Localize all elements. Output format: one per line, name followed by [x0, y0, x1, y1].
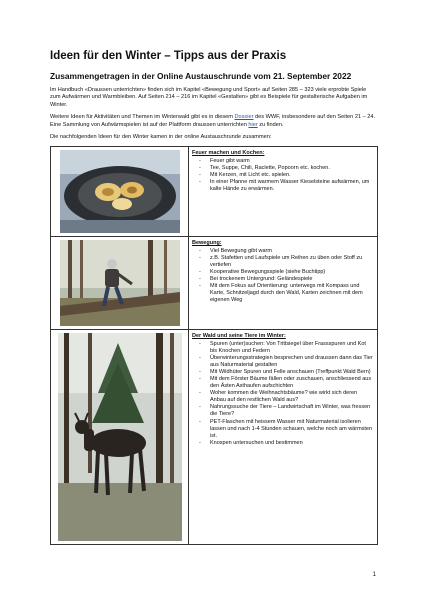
row-title: Der Wald und seine Tiere im Winter:	[192, 333, 286, 340]
resources-paragraph	[50, 114, 378, 129]
image-cell	[51, 237, 189, 330]
list-item: - Kooperative Bewegungsspiele (siehe Buchtipp)	[192, 269, 374, 276]
image-cell	[51, 330, 189, 545]
list-item: - Viel Bewegung gibt warm	[192, 248, 374, 255]
list-item: - z.B. Stafetten und Laufspiele um Reihen zu üben oder Stoff zu vertiefen	[192, 255, 374, 269]
bullet-list	[192, 341, 374, 447]
list-item: - Feuer gibt warm	[192, 158, 374, 165]
movement-photo	[60, 240, 180, 326]
page-title: Ideen für den Winter – Tipps aus der Praxis	[50, 50, 287, 62]
forest-animal-photo	[58, 333, 182, 541]
list-item: - In einer Pfanne mit warmem Wasser Kieselsteine aufwärmen, um kalte Hände zu erwärmen.	[192, 179, 374, 193]
list-item: - PET-Flaschen mit heissem Wasser mit Naturmaterial isolieren lassen und nach 1-4 Stunden schauen, welche noch am wärmsten ist.	[192, 419, 374, 440]
text-cell	[189, 330, 378, 545]
list-item: - Woher kommen die Weihnachtsbäume? wie wirkt sich deren Anbau auf den restlichen Wald aus?	[192, 390, 374, 404]
list-item: - Mit Wildhüter Spuren und Felle anschauen (Treffpunkt Wald Bern)	[192, 369, 374, 376]
list-item: - Überwinterungsstrategien besprechen und draussen dann das Tier aus Naturmaterial gestalten	[192, 355, 374, 369]
text-cell	[189, 147, 378, 237]
row-title: Feuer machen und Kochen:	[192, 150, 265, 157]
list-item: - Mit dem Förster Bäume fällen oder zuschauen, anschliessend aus den Ästen Asthaufen aufschichten	[192, 376, 374, 390]
list-item: - Spuren (unter)suchen: Von Trittsiegel über Frassspuren und Kot bis Knochen und Federn	[192, 341, 374, 355]
table-row	[51, 330, 378, 545]
campfire-cooking-photo	[60, 150, 180, 233]
bullet-list	[192, 248, 374, 305]
text-cell	[189, 237, 378, 330]
list-item: - Mit dem Fokus auf Orientierung: unterwegs mit Kompass und Karte, Schnitzeljagd durch den Wald, Karten zeichnen mit dem eigenen Weg	[192, 283, 374, 304]
resources-text-before: Weitere Ideen für Aktivitäten und Themen im Winterwald gibt es in diesem	[50, 114, 235, 121]
table-intro-paragraph: Die nachfolgenden Ideen für den Winter kamen in der online Austauschrunde zusammen:	[50, 134, 272, 141]
forest-deer-illustration	[58, 333, 182, 541]
list-item: - Tee, Suppe, Chili, Raclette, Popoorn etc. kochen.	[192, 165, 374, 172]
page-number: 1	[372, 572, 376, 578]
resources-text-after: zu finden.	[257, 121, 284, 128]
intro-paragraph: Im Handbuch «Draussen unterrichten» finden sich im Kapitel «Bewegung und Sport» auf Seiten 285 – 323 viele erprobte Spiele zum Aufwärmen und Warmbleiben. Auf Seiten 214 – 216 im Kapitel «Gestalten» gibt es Beispiele für gestalterische Aufgaben im Winter.	[50, 87, 368, 108]
movement-illustration	[60, 240, 180, 326]
page-subtitle: Zusammengetragen in der Online Austauschrunde vom 21. September 2022	[50, 71, 352, 81]
list-item: - Bei trockenem Untergrund: Geländespiele	[192, 276, 374, 283]
resources-text-middle: des WWF, insbesondere auf den Seiten 21 – 24. Eine Sammlung von Aufwärmspielen ist auf der Plattform draussen unterrichten	[50, 114, 376, 128]
document-page	[50, 50, 378, 545]
bullet-list	[192, 158, 374, 193]
list-item: - Mit Kerzen, mit Licht etc. spielen.	[192, 172, 374, 179]
campfire-cooking-illustration	[60, 150, 180, 233]
table-row	[51, 237, 378, 330]
table-row	[51, 147, 378, 237]
list-item: - Knospen untersuchen und bestimmen	[192, 440, 374, 447]
dossier-link[interactable]: Dossier	[234, 114, 254, 121]
image-cell	[51, 147, 189, 237]
row-title: Bewegung:	[192, 240, 222, 247]
list-item: - Nahrungssuche der Tiere – Landwirtschaft im Winter, was fressen die Tiere?	[192, 404, 374, 418]
ideas-table	[50, 146, 378, 545]
hier-link[interactable]: hier	[248, 121, 258, 128]
